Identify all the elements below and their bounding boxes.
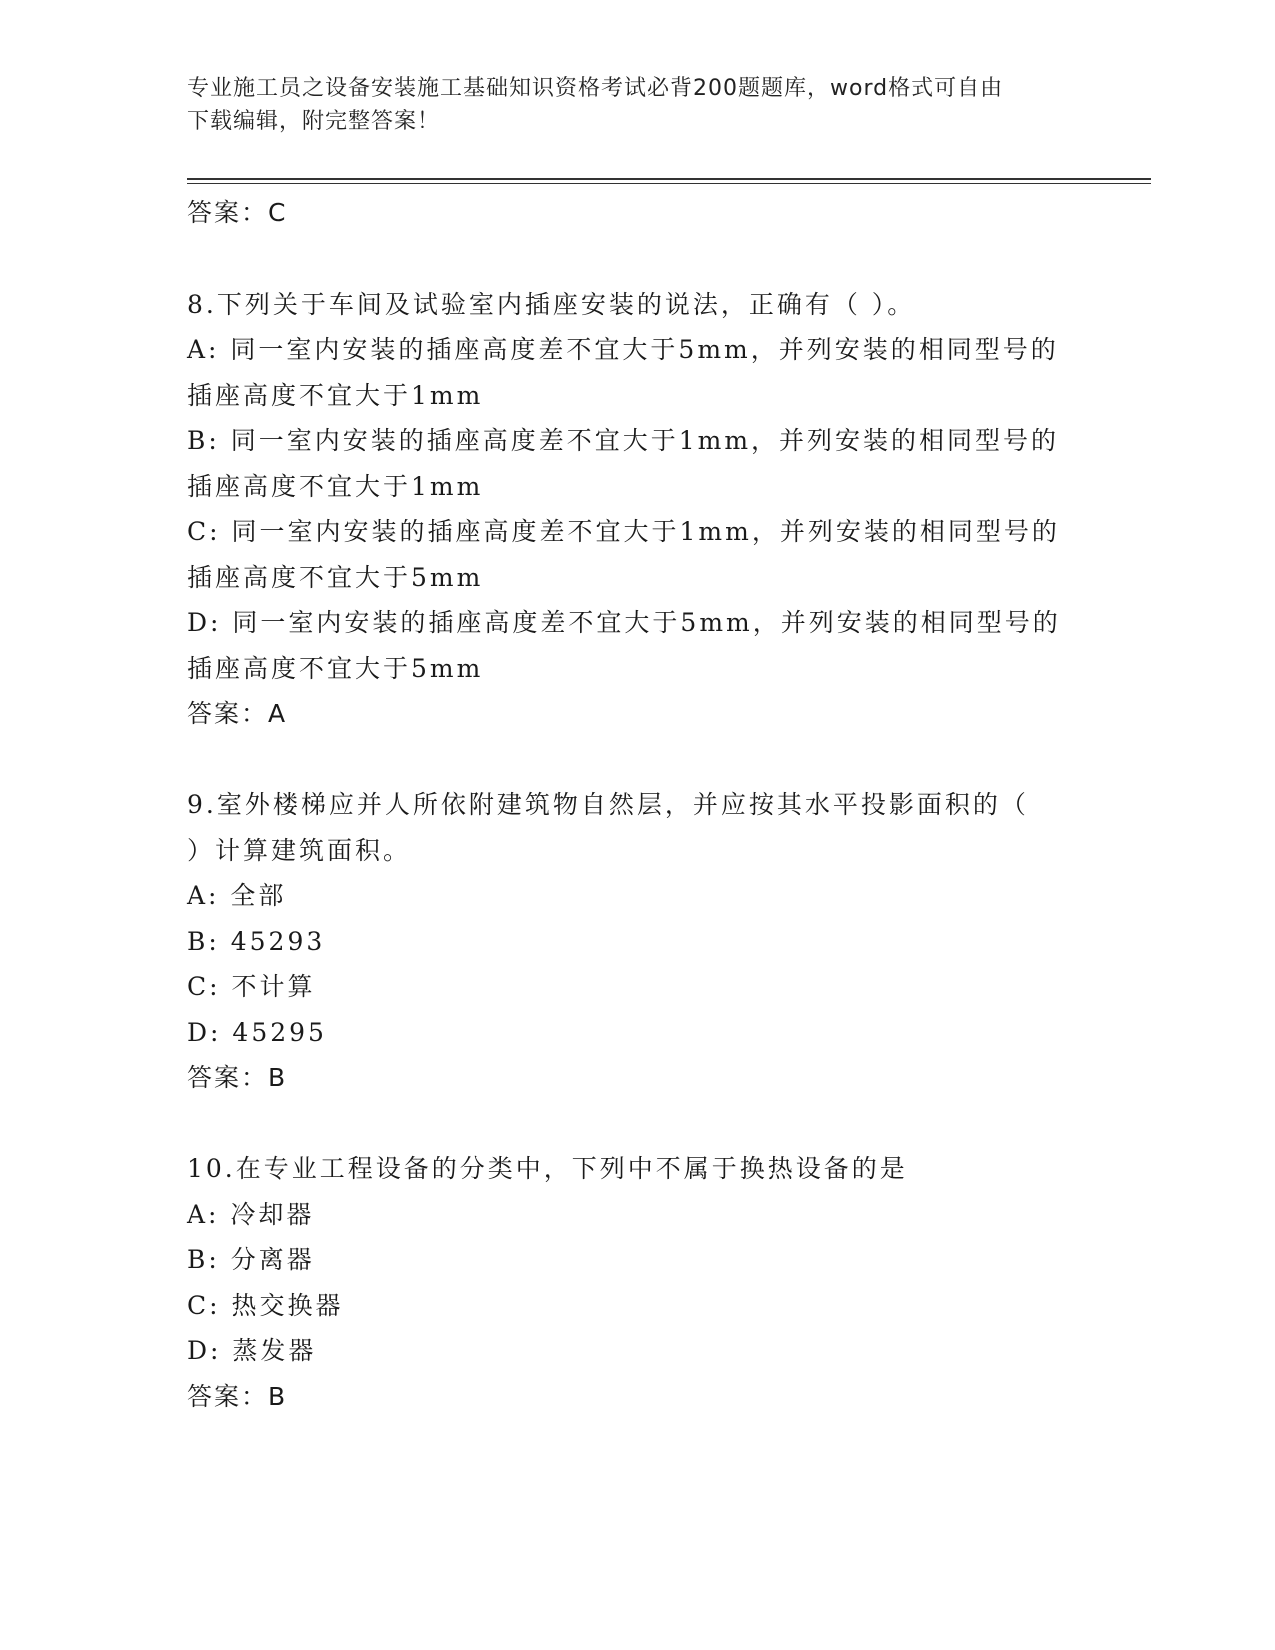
answer: 答案：B [187, 1063, 288, 1092]
option-b: B: 分离器 [187, 1245, 315, 1274]
header-rule-thick [187, 178, 1151, 180]
header-line-2: 下载编辑，附完整答案！ [187, 109, 441, 134]
option-d: D: 蒸发器 [187, 1336, 317, 1365]
answer: 答案：B [187, 1381, 288, 1411]
option-c: C: 不计算 [187, 972, 316, 1001]
option-a-line-1: A: 同一室内安装的插座高度差不宜大于5mm，并列安装的相同型号的 [187, 335, 1059, 364]
question-stem-line-1: 9.室外楼梯应并人所依附建筑物自然层，并应按其水平投影面积的（ [187, 790, 1029, 819]
question-10 [187, 1146, 1087, 1419]
option-d-line-2: 插座高度不宜大于5mm [187, 653, 484, 683]
answer: 答案：A [187, 699, 288, 728]
question-stem-line-2: ）计算建筑面积。 [187, 835, 412, 865]
option-c-line-2: 插座高度不宜大于5mm [187, 562, 484, 592]
header-rule-thin [187, 183, 1151, 184]
option-b: B: 45293 [187, 926, 326, 956]
option-c-line-1: C: 同一室内安装的插座高度差不宜大于1mm，并列安装的相同型号的 [187, 517, 1060, 546]
option-c: C: 热交换器 [187, 1290, 344, 1320]
question-9 [187, 782, 1087, 1101]
question-stem: 10.在专业工程设备的分类中，下列中不属于换热设备的是 [187, 1154, 908, 1183]
previous-answer: 答案：C [187, 198, 288, 227]
option-a: A: 全部 [187, 881, 287, 910]
document-header [187, 72, 1067, 138]
header-line-1: 专业施工员之设备安装施工基础知识资格考试必背200题题库，word格式可自由 [187, 76, 1004, 101]
option-d-line-1: D: 同一室内安装的插座高度差不宜大于5mm，并列安装的相同型号的 [187, 608, 1061, 637]
option-a: A: 冷却器 [187, 1199, 315, 1229]
option-b-line-1: B: 同一室内安装的插座高度差不宜大于1mm，并列安装的相同型号的 [187, 426, 1060, 455]
spacer [187, 1101, 1087, 1147]
option-a-line-2: 插座高度不宜大于1mm [187, 380, 484, 410]
option-b-line-2: 插座高度不宜大于1mm [187, 471, 484, 501]
spacer [187, 236, 1087, 282]
document-body [187, 190, 1087, 1419]
question-stem: 8.下列关于车间及试验室内插座安装的说法，正确有（ ）。 [187, 289, 916, 319]
option-d: D: 45295 [187, 1017, 327, 1047]
question-8 [187, 282, 1087, 737]
spacer [187, 737, 1087, 783]
